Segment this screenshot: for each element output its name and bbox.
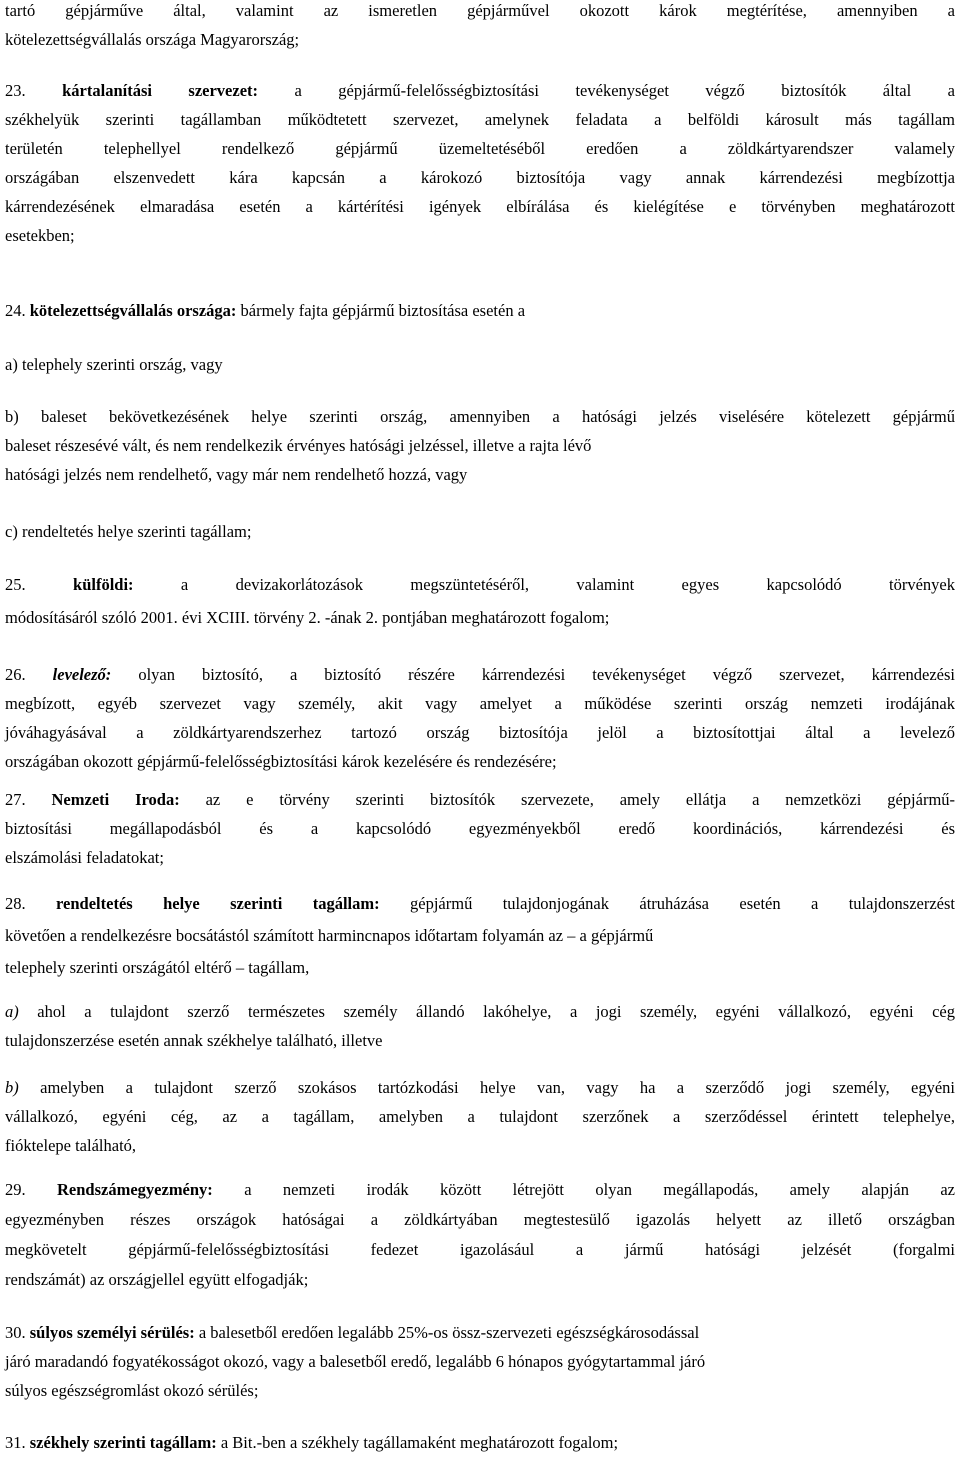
text-line: 25. külföldi: a devizakorlátozások megszüntetéséről, valamint egyes kapcsolódó törvények [5,575,956,594]
definition-26 [5,660,955,776]
item-number: 26. [5,665,26,684]
text-line: b) baleset bekövetkezésének helye szerinti ország, amennyiben a hatósági jelzés viselésére kötelezett gépjármű [5,407,955,426]
definition-24-c [5,517,955,546]
text-line: jóváhagyásával a zöldkártyarendszerhez tartozó ország biztosítója jelöl a biztosítottjai által a levelező [5,723,955,742]
text-line: 30. súlyos személyi sérülés: a balesetből eredően legalább 25%-os össz-szervezeti egészségkárosodással [5,1323,700,1342]
text-line: fióktelepe található, [5,1136,137,1155]
definition-28 [5,888,955,984]
definition-24-a [5,350,955,379]
definition-31 [5,1428,955,1457]
definition-23 [5,76,955,250]
definition-28-b [5,1073,955,1160]
item-number: 30. [5,1323,26,1342]
text-line: országában elszenvedett kára kapcsán a károkozó biztosítója vagy annak kárrendezési megbízottja [5,168,955,187]
definition-24-b [5,402,955,489]
text-line: b) amelyben a tulajdont szerző szokásos tartózkodási helye van, vagy ha a szerződő jogi személy, egyéni [5,1078,955,1097]
text-line: területén telephellyel rendelkező gépjármű üzemeltetéséből eredően a zöldkártyarendszer valamely [5,139,955,158]
text-line: a) ahol a tulajdont szerző természetes személy állandó lakóhelye, a jogi személy, egyéni vállalkozó, egyéni cég [5,1002,955,1021]
definition-25 [5,568,955,634]
text-line: megbízott, egyéb szervezet vagy személy, akit vagy amelyet a működése szerinti ország nemzeti irodájának [5,694,955,713]
item-number: 29. [5,1180,26,1199]
subpoint-label: b) [5,1078,19,1097]
text-line: 28. rendeltetés helye szerinti tagállam: gépjármű tulajdonjogának átruházása esetén a tulajdonszerzést [5,894,955,913]
text-line: egyezményben részes országok hatóságai a zöldkártyában megtestesülő igazolás helyett az illető országban [5,1210,955,1229]
text-line: a) telephely szerinti ország, vagy [5,355,223,374]
defined-term: Rendszámegyezmény: [57,1180,213,1199]
text-line: c) rendeltetés helye szerinti tagállam; [5,522,252,541]
subpoint-label: a) [5,1002,19,1021]
item-number: 25. [5,575,26,594]
text-line: követően a rendelkezésre bocsátástól számított harmincnapos időtartam folyamán az – a gépjármű [5,926,654,945]
text-line: vállalkozó, egyéni cég, az a tagállam, amelyben a tulajdont szerzőnek a szerződéssel érintett telephelye, [5,1107,955,1126]
intro-paragraph [5,0,955,54]
text-line: 27. Nemzeti Iroda: az e törvény szerinti biztosítók szervezete, amely ellátja a nemzetközi gépjármű- [5,790,956,809]
defined-term: kártalanítási szervezet: [62,81,259,100]
text-line: 29. Rendszámegyezmény: a nemzeti irodák között létrejött olyan megállapodás, amely alapján az [5,1180,956,1199]
defined-term: székhely szerinti tagállam: [29,1433,217,1452]
text-line: tulajdonszerzése esetén annak székhelye található, illetve [5,1031,383,1050]
text-line: rendszámát) az országjellel együtt elfogadják; [5,1270,309,1289]
text-line: tartó gépjárműve által, valamint az ismeretlen gépjárművel okozott károk megtérítése, amennyiben a [5,1,955,20]
defined-term: kötelezettségvállalás országa: [29,301,237,320]
item-number: 31. [5,1433,26,1452]
text-line: kötelezettségvállalás országa Magyarország; [5,30,300,49]
text-line: baleset részesévé vált, és nem rendelkezik érvényes hatósági jelzéssel, illetve a rajta lévő [5,436,592,455]
text-line: 26. levelező: olyan biztosító, a biztosító részére kárrendezési tevékenységet végző szervezet, kárrendezési [5,665,956,684]
text-line: országában okozott gépjármű-felelősségbiztosítási károk kezelésére és rendezésére; [5,752,557,771]
definition-24 [5,296,955,325]
item-number: 28. [5,894,26,913]
definition-27 [5,785,955,872]
defined-term: külföldi: [73,575,134,594]
text-line: 23. kártalanítási szervezet: a gépjármű-felelősségbiztosítási tevékenységet végző biztosítók által a [5,81,955,100]
text-line: elszámolási feladatokat; [5,848,164,867]
item-number: 24. [5,301,26,320]
text-line: 31. székhely szerinti tagállam: a Bit.-ben a székhely tagállamaként meghatározott fogalom; [5,1433,619,1452]
text-line: esetekben; [5,226,75,245]
definition-28-a [5,997,955,1055]
text-line: biztosítási megállapodásból és a kapcsolódó egyezményekből eredő koordinációs, kárrendezési és [5,819,955,838]
item-number: 23. [5,81,26,100]
text-line: kárrendezésének elmaradása esetén a kártérítési igények elbírálása és kielégítése e törvényben meghatározott [5,197,955,216]
item-number: 27. [5,790,26,809]
text-line: telephely szerinti országától eltérő – tagállam, [5,958,310,977]
text-line: módosításáról szóló 2001. évi XCIII. törvény 2. -ának 2. pontjában meghatározott fogalom; [5,608,610,627]
text-line: súlyos egészségromlást okozó sérülés; [5,1381,259,1400]
defined-term: Nemzeti Iroda: [51,790,180,809]
definition-29 [5,1175,955,1295]
text-line: járó maradandó fogyatékosságot okozó, vagy a balesetből eredő, legalább 6 hónapos gyógytartammal járó [5,1352,706,1371]
definition-30 [5,1318,955,1405]
text-line: megkövetelt gépjármű-felelősségbiztosítási fedezet igazolásául a jármű hatósági jelzését (forgalmi [5,1240,955,1259]
text-line: 24. kötelezettségvállalás országa: bármely fajta gépjármű biztosítása esetén a [5,301,526,320]
text-line: hatósági jelzés nem rendelhető, vagy már nem rendelhető hozzá, vagy [5,465,468,484]
defined-term: rendeltetés helye szerinti tagállam: [56,894,380,913]
defined-term: levelező: [52,665,112,684]
text-line: székhelyük szerinti tagállamban működtetett szervezet, amelynek feladata a belföldi károsult más tagállam [5,110,955,129]
defined-term: súlyos személyi sérülés: [29,1323,195,1342]
